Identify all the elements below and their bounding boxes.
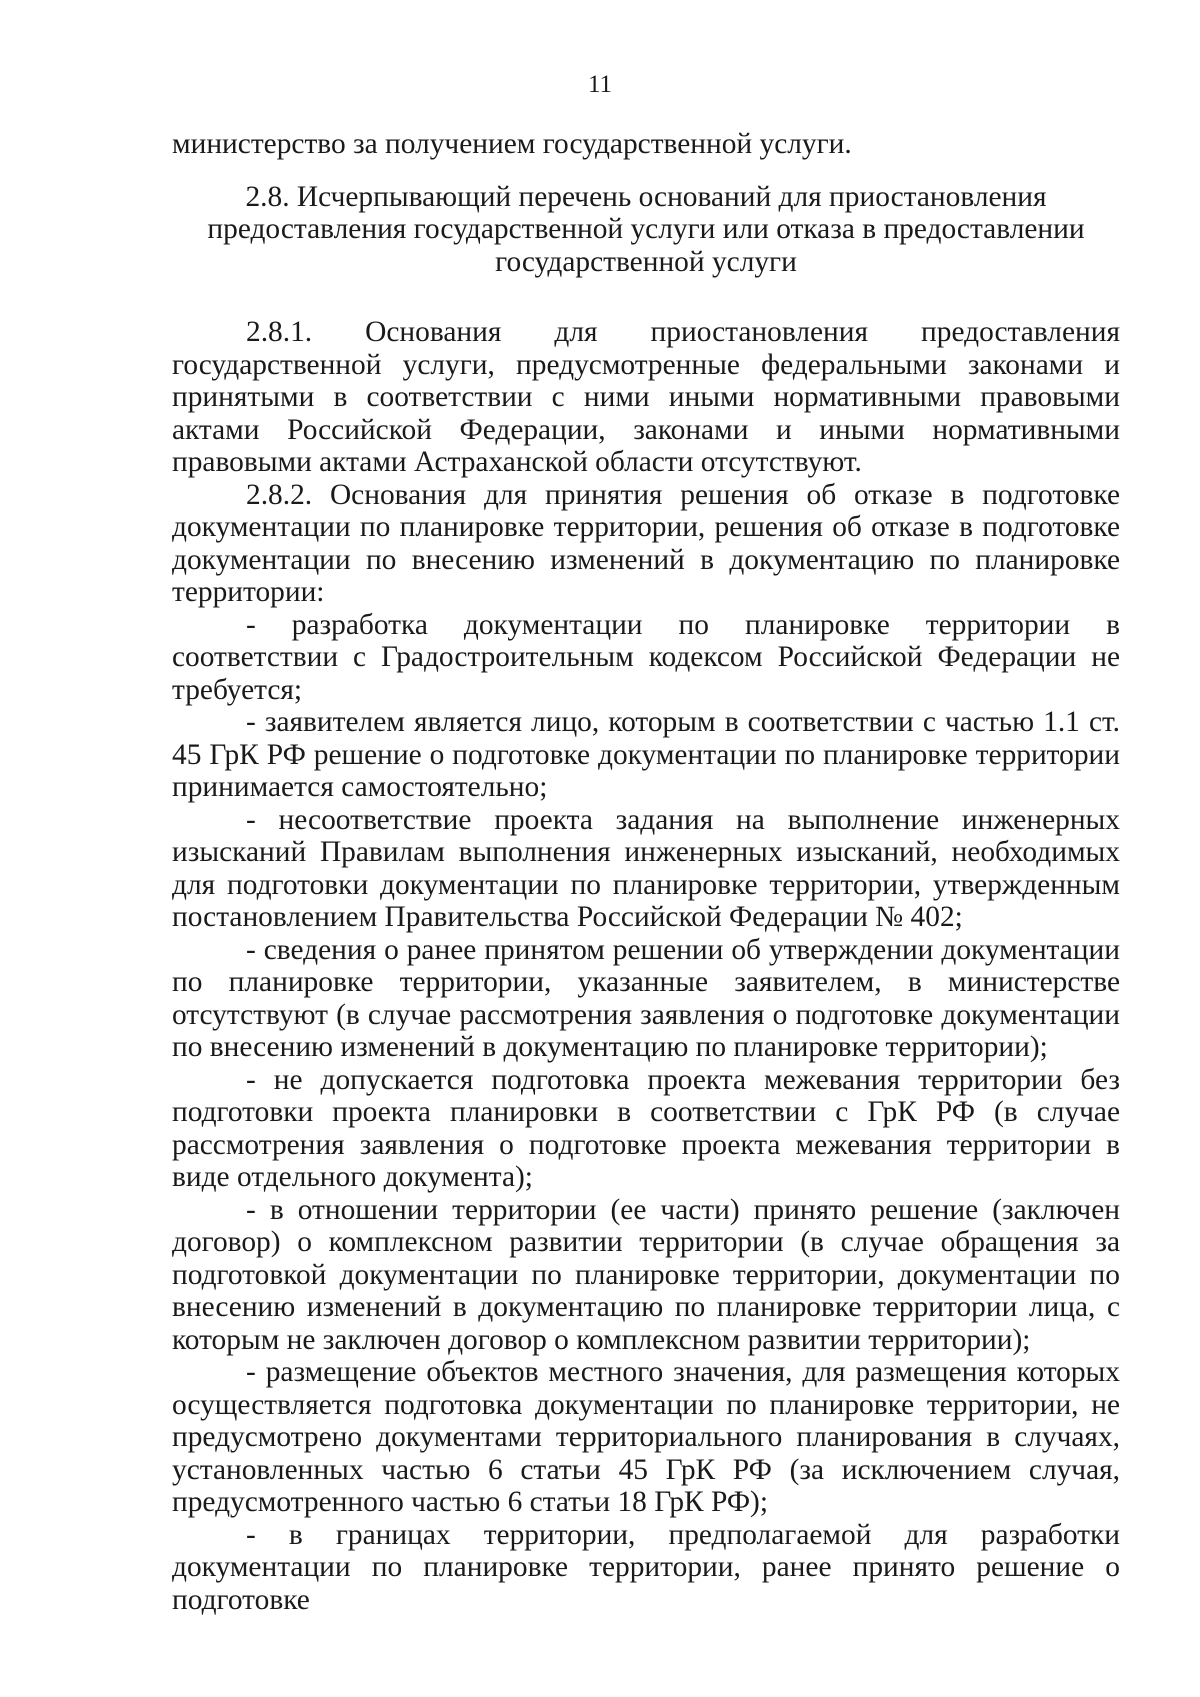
- list-item: - в отношении территории (ее части) принято решение (заключен договор) о комплексном развитии территории (в случае обращения за подготовкой документации по планировке территории, документации по внесению изменений в документацию по планировке территории лица, с которым не заключен договор о комплексном развитии территории);: [172, 1193, 1120, 1356]
- list-item: - разработка документации по планировке территории в соответствии с Градостроительным кодексом Российской Федерации не требуется;: [172, 608, 1120, 706]
- list-item: - размещение объектов местного значения, для размещения которых осуществляется подготовка документации по планировке территории, не предусмотрено документами территориального планирования в случаях, установленных частью 6 статьи 45 ГрК РФ (за исключением случая, предусмотренного частью 6 статьи 18 ГрК РФ);: [172, 1356, 1120, 1518]
- page-number: 11: [587, 71, 613, 98]
- list-item: - заявителем является лицо, которым в соответствии с частью 1.1 ст. 45 ГрК РФ решение о подготовке документации по планировке территории принимается самостоятельно;: [172, 706, 1120, 803]
- paragraph-2-8-1: 2.8.1. Основания для приостановления предоставления государственной услуги, предусмотренные федеральными законами и принятыми в соответствии с ними иными нормативными правовыми актами Российской Федерации, законами и иными нормативными правовыми актами Астраханской области отсутствуют.: [172, 316, 1120, 478]
- document-body: [172, 128, 1120, 1616]
- paragraph-2-8-2: 2.8.2. Основания для принятия решения об отказе в подготовке документации по планировке территории, решения об отказе в подготовке документации по внесению изменений в документацию по планировке территории:: [172, 478, 1120, 608]
- list-item: - не допускается подготовка проекта межевания территории без подготовки проекта планировки в соответствии с ГрК РФ (в случае рассмотрения заявления о подготовке проекта межевания территории в виде отдельного документа);: [172, 1063, 1120, 1193]
- list-item: - в границах территории, предполагаемой для разработки документации по планировке территории, ранее принято решение о подготовке: [172, 1518, 1120, 1616]
- list-item: - несоответствие проекта задания на выполнение инженерных изысканий Правилам выполнения инженерных изысканий, необходимых для подготовки документации по планировке территории, утвержденным постановлением Правительства Российской Федерации № 402;: [172, 803, 1120, 933]
- continuation-text: министерство за получением государственной услуги.: [172, 128, 852, 160]
- list-item: - сведения о ранее принятом решении об утверждении документации по планировке территории, указанные заявителем, в министерстве отсутствуют (в случае рассмотрения заявления о подготовке документации по внесению изменений в документацию по планировке территории);: [172, 933, 1120, 1063]
- section-heading: 2.8. Исчерпывающий перечень оснований для приостановления предоставления государственной услуги или отказа в предоставлении государственной услуги: [207, 180, 1085, 278]
